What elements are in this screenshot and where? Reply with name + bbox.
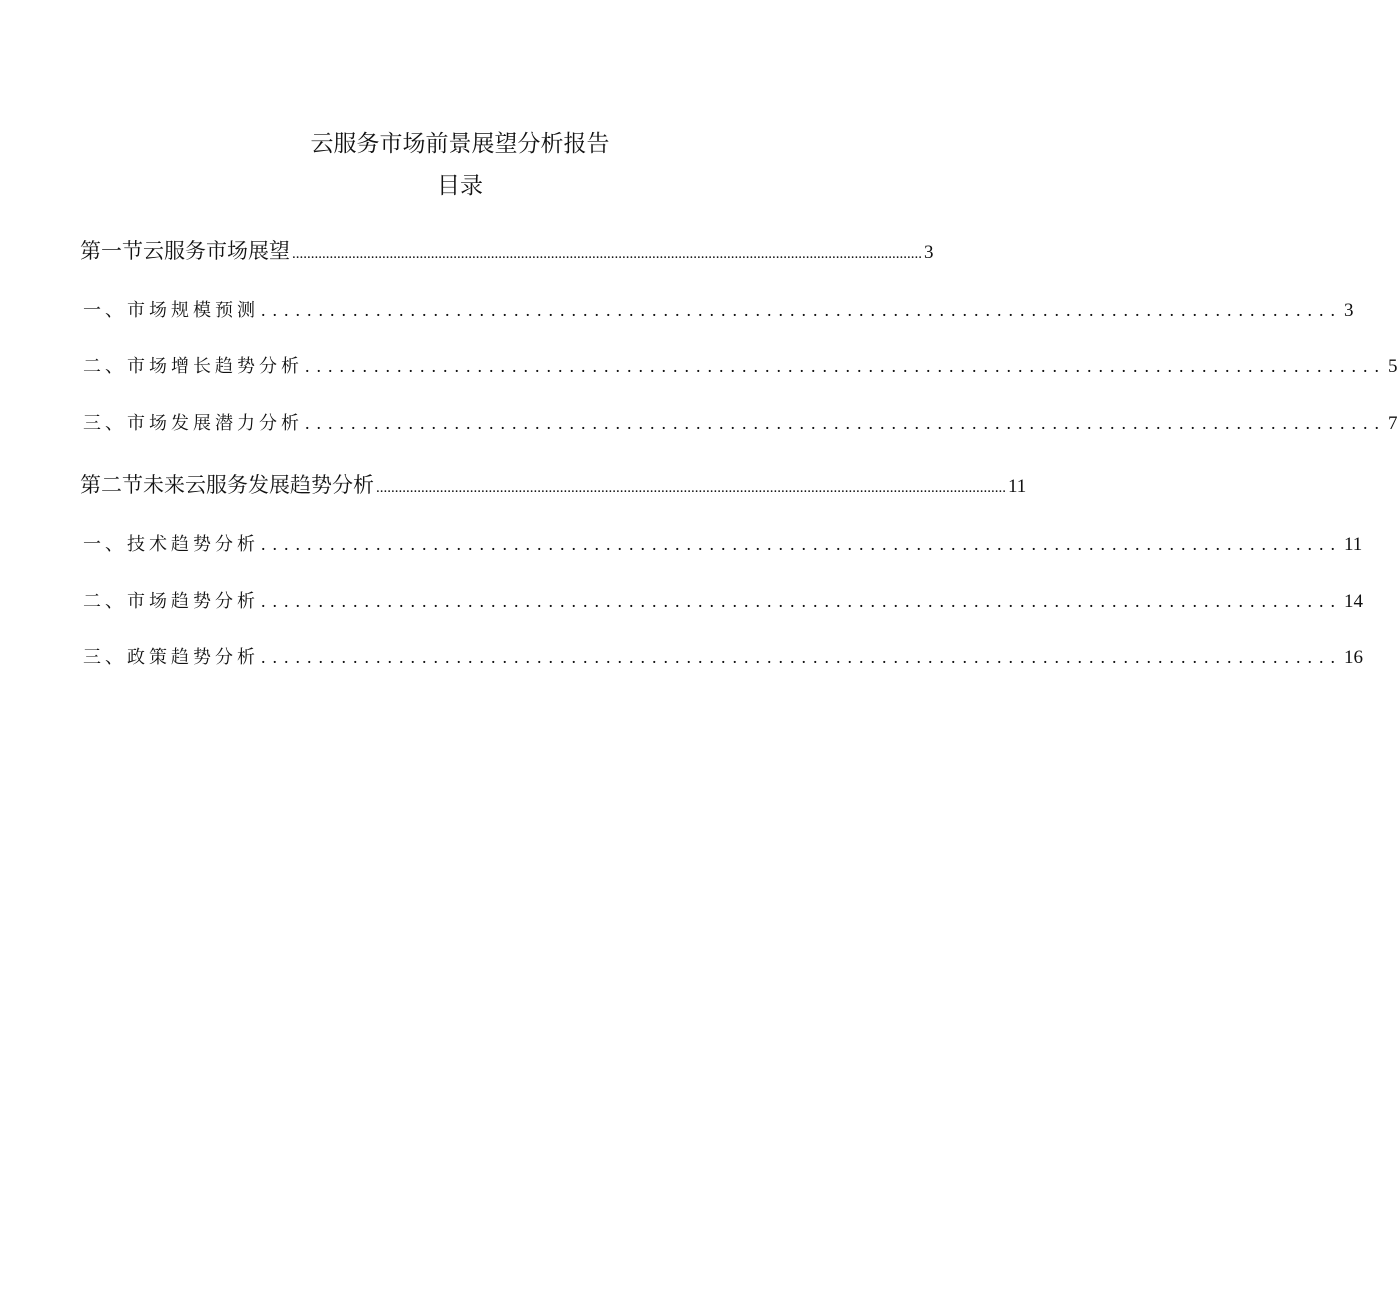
toc-item-label: 一、技术趋势分析 [83,534,259,555]
toc-item-2-3[interactable] [83,643,1363,672]
toc-section-1[interactable] [80,236,934,269]
toc-page-number: 5 [1388,356,1398,377]
toc-leader-dots: .............................................................................................. [261,534,1342,554]
toc-item-1-1[interactable] [83,296,1354,325]
toc-page-number: 11 [1344,534,1363,555]
toc-item-label: 二、市场趋势分析 [83,591,259,612]
toc-heading: 目录 [437,173,483,199]
toc-leader-dots: ........................................................................................................................................................................ [292,246,922,262]
toc-page-number: 16 [1344,647,1363,668]
toc-leader-dots: .............................................................................................. [261,647,1342,667]
toc-page-number: 11 [1008,476,1027,497]
toc-leader-dots: ........................................................................................................................................................................ [376,480,1006,496]
toc-item-label: 一、市场规模预测 [83,300,259,321]
toc-leader-dots: .............................................................................................. [305,413,1386,433]
toc-leader-dots: .............................................................................................. [261,300,1342,320]
document-title: 云服务市场前景展望分析报告 [310,131,610,157]
toc-item-label: 三、政策趋势分析 [83,647,259,668]
toc-page-number: 3 [1344,300,1354,321]
toc-item-2-2[interactable] [83,587,1363,616]
toc-leader-dots: .............................................................................................. [261,591,1342,611]
toc-section-2[interactable] [80,470,1027,503]
toc-leader-dots: .............................................................................................. [305,356,1386,376]
toc-page-number: 14 [1344,591,1363,612]
toc-item-1-3[interactable] [83,409,1398,438]
toc-page-number: 7 [1388,413,1398,434]
toc-item-2-1[interactable] [83,530,1363,559]
toc-item-1-2[interactable] [83,352,1398,381]
toc-section-label: 第一节云服务市场展望 [80,239,290,263]
toc-item-label: 二、市场增长趋势分析 [83,356,303,377]
toc-item-label: 三、市场发展潜力分析 [83,413,303,434]
toc-section-label: 第二节未来云服务发展趋势分析 [80,473,374,497]
toc-page-number: 3 [924,242,934,263]
